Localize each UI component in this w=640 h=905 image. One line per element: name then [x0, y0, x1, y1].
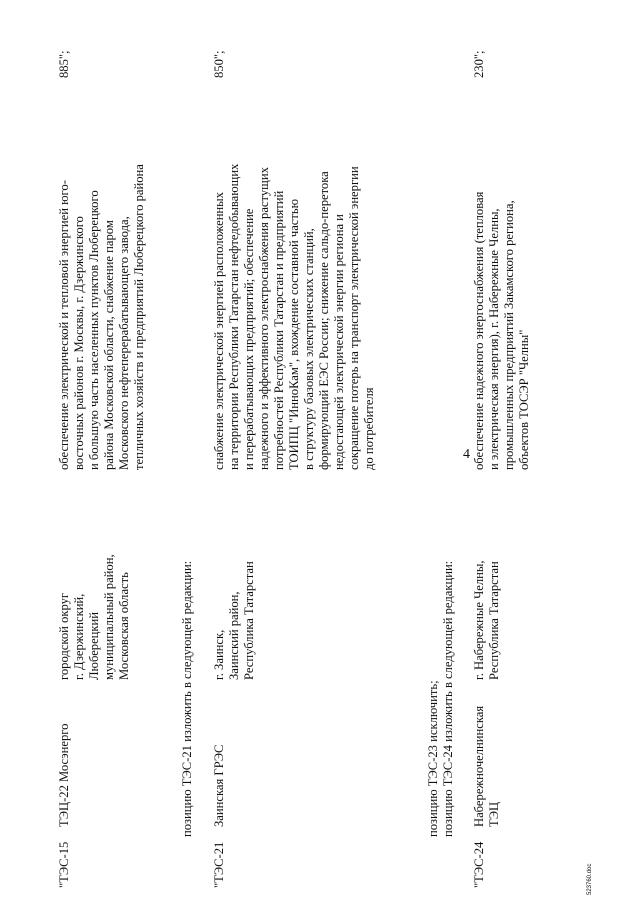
edit-instruction: позицию ТЭС-21 изложить в следующей редакции: — [180, 560, 194, 837]
purpose-line: в структуру базовых электрических станций, — [302, 228, 316, 470]
purpose-line: района Московской области, снабжение паром — [102, 220, 116, 470]
purpose-line: ТОИПЦ "ИнноКам", вхождение составной частью — [287, 198, 301, 470]
edit-instruction: позицию ТЭС-24 изложить в следующей редакции: — [441, 560, 455, 837]
location-line: городской округ — [57, 592, 71, 680]
location-line: г. Заинск, — [212, 629, 226, 680]
location-line: Республика Татарстан — [487, 561, 501, 680]
purpose-line: объектов ТОСЭР "Челны" — [517, 329, 531, 470]
location-line: Московская область — [117, 572, 131, 680]
purpose-line: и электрическая энергия), г. Набережные Челны, — [487, 208, 501, 470]
purpose-line: Московского нефтеперерабатывающего завода, — [117, 216, 131, 470]
station-name: Набережночелнинская — [472, 705, 486, 827]
purpose-line: формирующий ЕЭС России; снижение сальдо-перетока — [317, 171, 331, 470]
capacity-value: 885"; — [57, 50, 71, 78]
row-code: "ТЭС-15 — [57, 841, 71, 888]
purpose-line: снабжение электрической энергией расположенных — [212, 192, 226, 470]
purpose-line: сокращение потерь на транспорт электрической энергии — [347, 166, 361, 470]
purpose-line: потребностей Республики Татарстан и предприятий — [272, 190, 286, 470]
location-line: Люберецкий — [87, 611, 101, 680]
purpose-line: надежного и эффективного электроснабжения растущих — [257, 167, 271, 470]
purpose-line: до потребителя — [362, 387, 376, 470]
file-identifier: 523760.doc — [587, 863, 593, 895]
exclude-instruction: позицию ТЭС-23 исключить; — [426, 680, 440, 837]
location-line: Заинский район, — [227, 591, 241, 680]
page-number: 4 — [463, 447, 470, 462]
purpose-line: недостающей электрической энергии региона и — [332, 214, 346, 470]
station-name: ТЭЦ-22 Мосэнерго — [57, 723, 71, 827]
purpose-line: тепличных хозяйств и предприятий Люберецкого района — [132, 164, 146, 470]
purpose-line: обеспечение надежного энергоснабжения (тепловая — [472, 191, 486, 470]
row-code: "ТЭС-21 — [212, 841, 226, 888]
location-line: г. Дзержинский, — [72, 593, 86, 680]
location-line: г. Набережные Челны, — [472, 560, 486, 680]
station-name: Заинская ГРЭС — [212, 744, 226, 827]
capacity-value: 230"; — [472, 50, 486, 78]
purpose-line: и перерабатывающих предприятий; обеспечение — [242, 208, 256, 470]
location-line: муниципальный район, — [102, 554, 116, 680]
station-name: ТЭЦ — [487, 801, 501, 827]
capacity-value: 850"; — [212, 50, 226, 78]
row-code: "ТЭС-24 — [472, 841, 486, 888]
purpose-line: восточных районов г. Москвы, г. Дзержинского — [72, 216, 86, 470]
purpose-line: обеспечение электрической и тепловой энергией юго- — [57, 180, 71, 470]
purpose-line: и большую часть населенных пунктов Люберецкого — [87, 190, 101, 470]
purpose-line: на территории Республики Татарстан нефтедобывающих — [227, 163, 241, 470]
purpose-line: промышленных предприятий Закамского региона, — [502, 200, 516, 470]
location-line: Республика Татарстан — [242, 561, 256, 680]
